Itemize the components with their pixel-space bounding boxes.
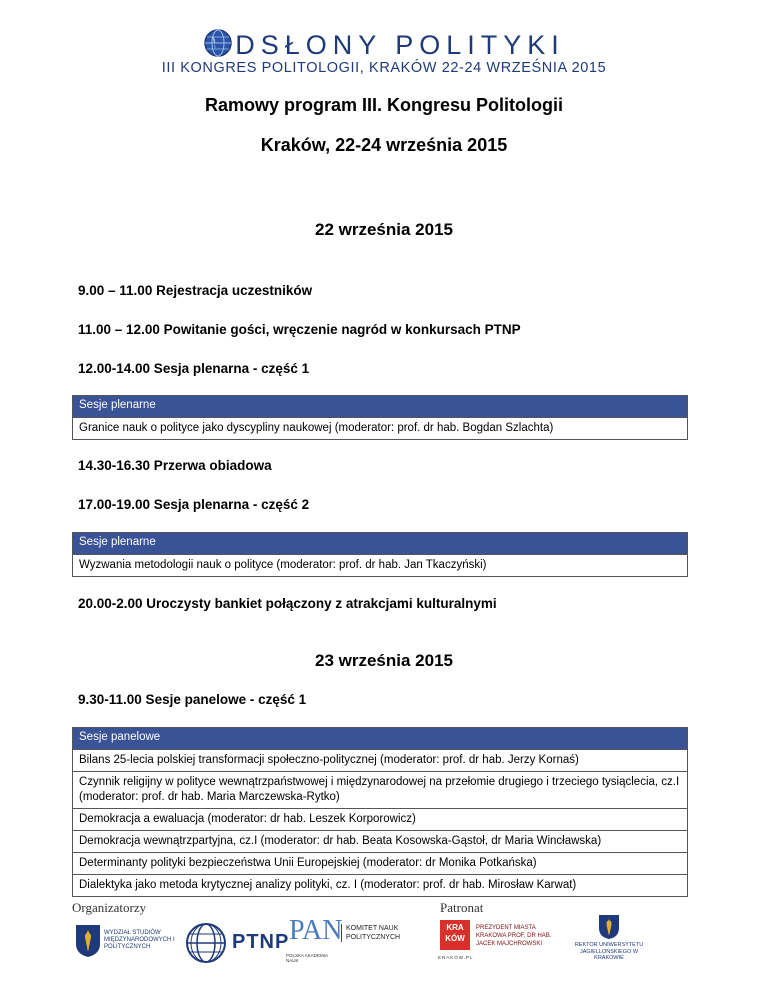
crest-icon — [75, 924, 101, 958]
organizers-label: Organizatorzy — [72, 900, 147, 915]
day1-slot-welcome: 11.00 – 12.00 Powitanie gości, wręczenie nagród w konkursach PTNP — [78, 322, 521, 337]
pan-logo: PAN — [289, 915, 343, 946]
table-row: Bilans 25-lecia polskiej transformacji społeczno-politycznej (moderator: prof. dr hab. Jerzy Kornaś) — [79, 754, 579, 766]
table-row: Demokracja a ewaluacja (moderator: dr hab. Leszek Korporowicz) — [73, 808, 687, 830]
plenary-table-2 — [72, 532, 688, 577]
day1-slot-plenary2: 17.00-19.00 Sesja plenarna - część 2 — [78, 497, 310, 512]
table-row: Granice nauk o polityce jako dyscypliny naukowej (moderator: prof. dr hab. Bogdan Szlachta) — [79, 422, 554, 434]
day1-slot-plenary1: 12.00-14.00 Sesja plenarna - część 1 — [78, 361, 310, 376]
day2-date: 23 września 2015 — [315, 651, 453, 670]
table-header: Sesje plenarne — [73, 533, 687, 555]
patron-label: Patronat — [440, 900, 484, 915]
day2-slot-panels1: 9.30-11.00 Sesje panelowe - część 1 — [78, 692, 307, 707]
wsmip-text: WYDZIAŁ STUDIÓW MIĘDZYNARODOWYCH I POLITYCZNYCH — [104, 930, 175, 950]
table-header: Sesje panelowe — [73, 728, 687, 750]
globe-logo-icon — [185, 922, 227, 964]
ptnp-logo: PTNP — [232, 931, 290, 953]
wsmip-logo — [75, 922, 185, 962]
page-title: Ramowy program III. Kongresu Politologii — [204, 95, 564, 115]
pan-small-text: POLSKA AKADEMIA NAUK — [286, 953, 328, 963]
logo-text: DSŁONY POLITYKI — [235, 30, 565, 60]
day1-slot-banquet: 20.00-2.00 Uroczysty bankiet połączony z atrakcjami kulturalnymi — [78, 596, 497, 611]
conference-logo — [0, 28, 768, 61]
table-row: Wyzwania metodologii nauk o polityce (moderator: prof. dr hab. Jan Tkaczyński) — [79, 559, 487, 571]
krakow-small-text: KRAKÓW.PL — [438, 955, 474, 960]
day1-date: 22 września 2015 — [315, 220, 453, 239]
krakow-logo: KRA KÓW — [440, 920, 470, 950]
page-subtitle: Kraków, 22-24 września 2015 — [260, 135, 508, 155]
uj-crest-icon — [598, 914, 620, 940]
table-header: Sesje plenarne — [73, 396, 687, 418]
table-row: Demokracja wewnątrzpartyjna, cz.I (moderator: dr hab. Beata Kosowska-Gąstoł, dr Maria Wincławska) — [73, 830, 687, 852]
krakow-patron-text: PREZYDENT MIASTA KRAKOWA PROF. DR HAB. JACEK MAJCHROWSKI — [476, 925, 552, 947]
day1-slot-lunch: 14.30-16.30 Przerwa obiadowa — [78, 458, 272, 473]
panel-table — [72, 727, 688, 897]
table-row: Czynnik religijny w polityce wewnątrzpaństwowej i międzynarodowej na przełomie drugiego i trzeciego tysiąclecia, cz.I (moderator: prof. dr hab. Maria Marczewska-Rytko) — [73, 771, 687, 808]
logo-subtitle: III KONGRES POLITOLOGII, KRAKÓW 22-24 WRZEŚNIA 2015 — [161, 60, 607, 76]
day1-slot-registration: 9.00 – 11.00 Rejestracja uczestników — [78, 283, 313, 298]
table-row: Dialektyka jako metoda krytycznej analizy polityki, cz. I (moderator: prof. dr hab. Mirosław Karwat) — [73, 874, 687, 896]
globe-icon — [203, 28, 233, 58]
uj-text: REKTOR UNIWERSYTETU JAGIELLOŃSKIEGO W KRAKOWIE — [574, 942, 644, 961]
committee-text: KOMITET NAUK POLITYCZNYCH — [341, 924, 402, 942]
plenary-table-1 — [72, 395, 688, 440]
table-row: Determinanty polityki bezpieczeństwa Unii Europejskiej (moderator: dr Monika Potkańska) — [73, 852, 687, 874]
